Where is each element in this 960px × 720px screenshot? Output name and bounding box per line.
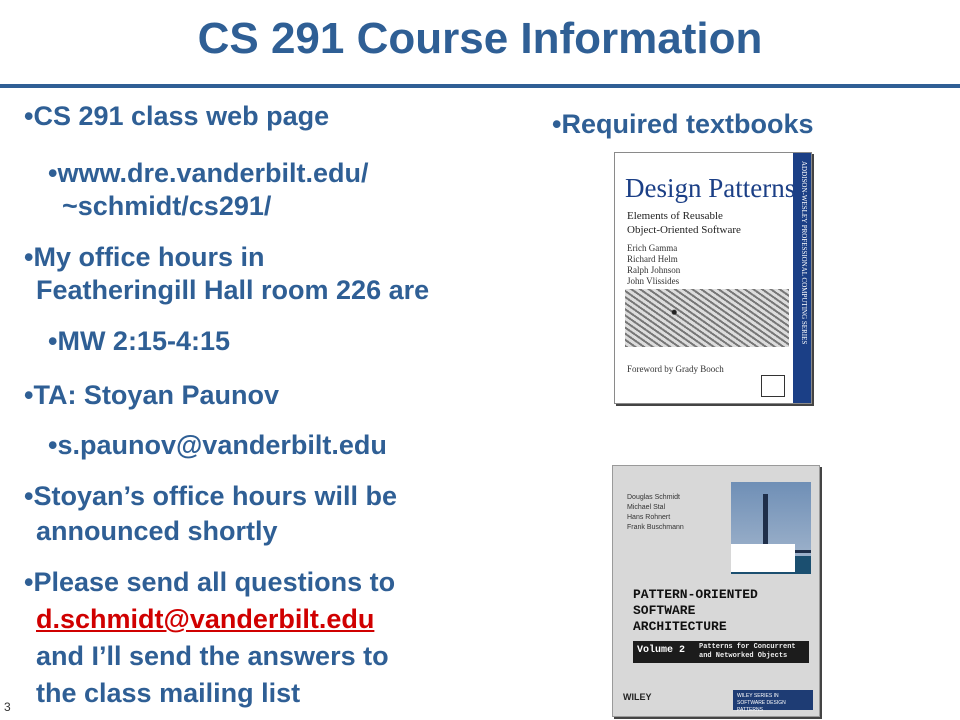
book-spine bbox=[793, 153, 811, 403]
wiley-logo: WILEY bbox=[623, 692, 652, 702]
ta-hours-line2: announced shortly bbox=[36, 516, 278, 546]
bullet-ta-hours: •Stoyan’s office hours will be bbox=[24, 481, 398, 511]
bullet-ta: •TA: Stoyan Paunov bbox=[24, 380, 279, 410]
book2-author: Hans Rohnert bbox=[627, 514, 671, 521]
book2-subtitle-line: and Networked Objects bbox=[699, 652, 788, 660]
office-location: Featheringill Hall room 226 are bbox=[36, 275, 430, 305]
bullet-web-page: •CS 291 class web page bbox=[24, 101, 330, 131]
book1-cover-art bbox=[625, 289, 789, 347]
slide-title: CS 291 Course Information bbox=[197, 14, 763, 63]
bullet-office-hours: •My office hours in bbox=[24, 242, 265, 272]
web-url-line2: ~schmidt/cs291/ bbox=[62, 191, 272, 221]
bullet-questions: •Please send all questions to bbox=[24, 567, 396, 597]
book2-title-line: PATTERN-ORIENTED bbox=[633, 587, 758, 602]
series-text-2: SOFTWARE DESIGN PATTERNS bbox=[737, 700, 786, 713]
book2-volume: Volume 2 bbox=[637, 645, 686, 656]
title-rule bbox=[0, 84, 960, 88]
questions-line3: and I’ll send the answers to bbox=[36, 641, 389, 671]
book1-author: Ralph Johnson bbox=[627, 265, 681, 275]
design-patterns-book-cover bbox=[614, 152, 812, 404]
questions-line4: the class mailing list bbox=[36, 678, 301, 708]
series-badge bbox=[733, 690, 813, 713]
office-times: •MW 2:15-4:15 bbox=[48, 326, 230, 356]
book1-author: John Vlissides bbox=[627, 276, 680, 286]
slide-number: 3 bbox=[4, 700, 11, 714]
book1-subtitle-1: Elements of Reusable bbox=[627, 210, 723, 222]
book2-author: Douglas Schmidt bbox=[627, 494, 680, 501]
ta-email: •s.paunov@vanderbilt.edu bbox=[48, 430, 387, 460]
book2-title-line: ARCHITECTURE bbox=[633, 619, 727, 634]
textbooks-heading: •Required textbooks bbox=[552, 109, 814, 139]
book2-author: Michael Stal bbox=[627, 504, 666, 511]
book1-foreword: Foreword by Grady Booch bbox=[627, 364, 724, 374]
book2-subtitle-line: Patterns for Concurrent bbox=[699, 643, 796, 651]
book1-award-stamp bbox=[761, 375, 785, 397]
instructor-email-link[interactable]: d.schmidt@vanderbilt.edu bbox=[36, 604, 375, 634]
cover-white-block bbox=[731, 544, 795, 572]
web-url-line1: •www.dre.vanderbilt.edu/ bbox=[48, 158, 369, 188]
book1-author: Erich Gamma bbox=[627, 243, 678, 253]
series-text-1: WILEY SERIES IN bbox=[737, 693, 779, 699]
book2-author: Frank Buschmann bbox=[627, 524, 684, 531]
book2-title-line: SOFTWARE bbox=[633, 603, 696, 618]
book1-title: Design Patterns bbox=[625, 173, 796, 203]
posa-book-cover bbox=[612, 465, 820, 717]
spine-text: ADDISON-WESLEY PROFESSIONAL COMPUTING SERIES bbox=[800, 161, 808, 345]
book1-subtitle-2: Object-Oriented Software bbox=[627, 224, 741, 236]
book1-author: Richard Helm bbox=[627, 254, 678, 264]
